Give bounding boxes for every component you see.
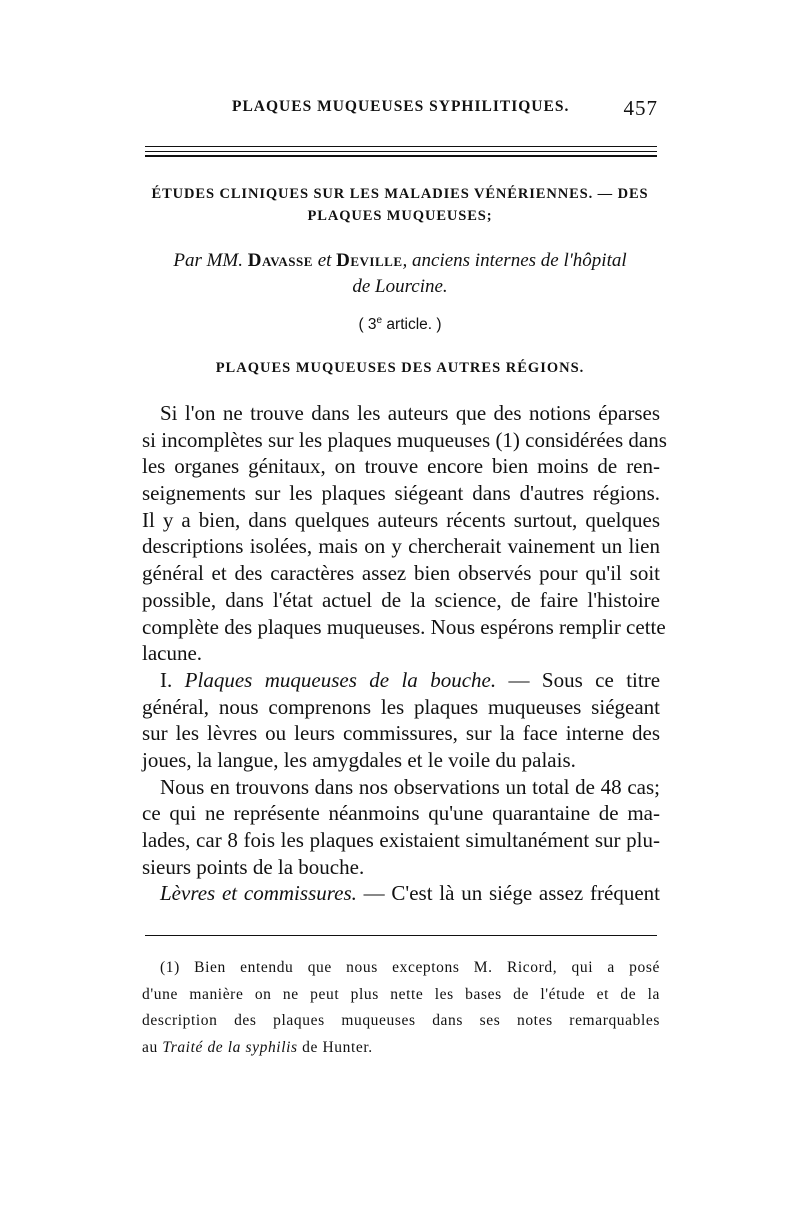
cited-work-title: Traité de la syphilis bbox=[162, 1039, 298, 1057]
article-title-line: ÉTUDES CLINIQUES SUR LES MALADIES VÉNÉRIENNES. — DES bbox=[151, 186, 649, 202]
text-line: possible, dans l'état actuel de la science, de faire l'histoire bbox=[142, 587, 660, 612]
body-text bbox=[142, 400, 667, 907]
section-heading: PLAQUES MUQUEUSES DES AUTRES RÉGIONS. bbox=[215, 360, 585, 376]
subsection-line bbox=[142, 880, 660, 907]
text-line: lacune. bbox=[142, 641, 203, 666]
text-line: général, nous comprenons les plaques muqueuses siégeant bbox=[142, 694, 660, 719]
byline bbox=[140, 248, 660, 300]
section-title: Plaques muqueuses de la bouche. bbox=[184, 667, 497, 692]
article-title bbox=[140, 183, 660, 227]
text-line: général et des caractères assez bien observés pour qu'il soit bbox=[142, 561, 660, 586]
text-line: lades, car 8 fois les plaques existaient simultanément sur plu- bbox=[142, 828, 660, 852]
text-line: Il y a bien, dans quelques auteurs récents surtout, quelques bbox=[142, 507, 660, 532]
text-line: si incomplètes sur les plaques muqueuses (1) considérées dans bbox=[142, 427, 667, 452]
footnote-line: au Traité de la syphilis de Hunter. bbox=[142, 1039, 373, 1057]
header-rule-bottom bbox=[145, 155, 657, 157]
byline-affiliation-line: de Lourcine. bbox=[352, 276, 448, 297]
text-line: sur les lèvres ou leurs commissures, sur la face interne des bbox=[142, 721, 660, 746]
footnote-line: description des plaques muqueuses dans ses notes remarquables bbox=[142, 1012, 660, 1030]
text-line: descriptions isolées, mais on y chercherait vainement un lien bbox=[142, 534, 660, 559]
article-title-line: PLAQUES MUQUEUSES; bbox=[307, 208, 493, 224]
running-head bbox=[140, 98, 660, 124]
author-name: Deville bbox=[336, 250, 403, 271]
article-number: ( 3e article. ) bbox=[358, 315, 442, 334]
footnote-line: d'une manière on ne peut plus nette les bases de l'étude et de la bbox=[142, 985, 660, 1003]
header-rule-middle bbox=[145, 151, 657, 152]
text-line: Nous en trouvons dans nos observations un total de 48 cas; bbox=[160, 774, 660, 799]
byline-prefix: Par MM. bbox=[173, 250, 244, 271]
subsection-title: Lèvres et commissures. bbox=[160, 881, 357, 906]
footnote bbox=[142, 956, 660, 1063]
header-rule-top bbox=[145, 146, 657, 147]
text-line: joues, la langue, les amygdales et le voile du palais. bbox=[142, 747, 576, 772]
text-line: ce qui ne représente néanmoins qu'une quarantaine de ma- bbox=[142, 801, 660, 826]
subsection-rest: — C'est là un siége assez fréquent bbox=[356, 881, 660, 906]
byline-and: et bbox=[317, 250, 332, 271]
text-line: les organes génitaux, on trouve encore bien moins de ren- bbox=[142, 454, 660, 479]
section-title-rest: — Sous ce titre bbox=[496, 667, 661, 692]
text-line: Si l'on ne trouve dans les auteurs que des notions éparses bbox=[160, 401, 660, 425]
footnote-rule bbox=[145, 935, 657, 936]
section-number: I. bbox=[160, 667, 173, 692]
byline-affiliation: , anciens internes de l'hôpital bbox=[402, 250, 627, 271]
author-name: Davasse bbox=[247, 250, 313, 271]
text-line: sieurs points de la bouche. bbox=[142, 854, 365, 879]
running-title: PLAQUES MUQUEUSES SYPHILITIQUES. bbox=[232, 98, 570, 115]
section-intro-line bbox=[142, 667, 660, 694]
text-line: seignements sur les plaques siégeant dans d'autres régions. bbox=[142, 481, 660, 506]
text-line: complète des plaques muqueuses. Nous espérons remplir cette bbox=[142, 614, 666, 639]
footnote-line: (1) Bien entendu que nous exceptons M. Ricord, qui a posé bbox=[160, 959, 660, 976]
page-number: 457 bbox=[623, 96, 658, 120]
